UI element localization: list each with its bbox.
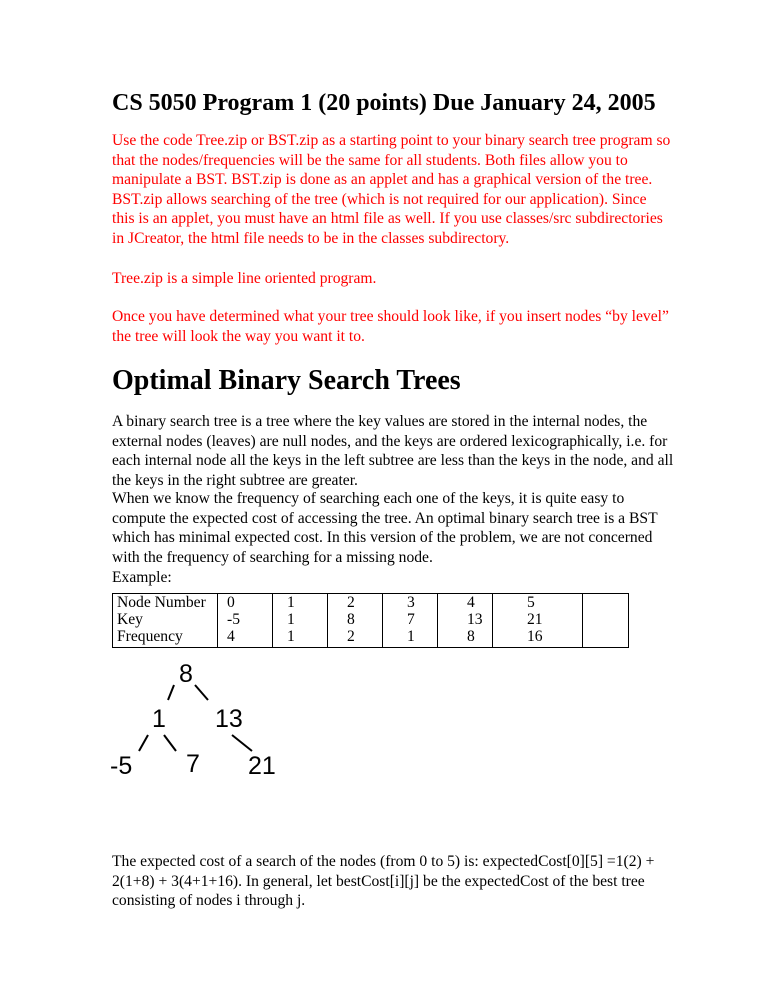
table-divider	[492, 593, 493, 648]
table-row	[112, 594, 572, 611]
text-line: The expected cost of a search of the nodes (from 0 to 5) is: expectedCost[0][5] =1(2) +	[112, 853, 655, 870]
text-line: Use the code Tree.zip or BST.zip as a starting point to your binary search tree program so	[112, 132, 671, 149]
body-paragraph-3	[112, 852, 672, 911]
row-label: Node Number	[117, 594, 206, 611]
tree-edge	[139, 735, 148, 751]
text-line: A binary search tree is a tree where the key values are stored in the internal nodes, the	[112, 413, 648, 430]
tree-edge	[195, 685, 208, 700]
table-cell: 8	[347, 611, 355, 628]
instructions-paragraph-2	[112, 269, 672, 289]
table-row	[112, 628, 572, 645]
table-row	[112, 611, 572, 628]
text-line: BST.zip allows searching of the tree (which is not required for our application). Since	[112, 190, 647, 208]
tree-edge	[168, 685, 174, 700]
text-line: each internal node all the keys in the left subtree are less than the keys in the node, and all	[112, 452, 674, 470]
instructions-paragraph-3	[112, 307, 672, 346]
table-cell: 16	[527, 628, 543, 645]
tree-node-right: 13	[215, 705, 243, 733]
table-cell: 7	[407, 611, 415, 628]
table-divider	[382, 593, 383, 648]
table-cell: 13	[467, 611, 483, 628]
table-divider	[217, 593, 218, 648]
tree-node-left-right: 7	[186, 750, 200, 778]
instructions-paragraph-1	[112, 131, 672, 249]
text-line: the tree will look the way you want it to.	[112, 327, 365, 345]
body-paragraph-1	[112, 412, 672, 490]
body-paragraph-2	[112, 489, 672, 567]
text-line: compute the expected cost of accessing the tree. An optimal binary search tree is a BST	[112, 509, 658, 527]
tree-node-right-right: 21	[248, 752, 276, 780]
tree-edge	[232, 735, 252, 751]
table-cell: 2	[347, 628, 355, 645]
text-line: the keys in the right subtree are greater.	[112, 471, 358, 489]
tree-edge	[164, 735, 176, 751]
table-divider	[437, 593, 438, 648]
table-cell: 1	[287, 628, 295, 645]
table-cell: 1	[407, 628, 415, 645]
text-line: consisting of nodes i through j.	[112, 892, 306, 910]
table-cell: 2	[347, 594, 355, 611]
text-line: which has minimal expected cost. In this version of the problem, we are not concerned	[112, 529, 653, 547]
example-label	[112, 568, 672, 588]
tree-node-left-left: -5	[110, 752, 133, 780]
table-divider	[582, 593, 583, 648]
table-cell: 4	[467, 594, 475, 611]
frequency-table	[112, 594, 572, 645]
table-cell: 5	[527, 594, 535, 611]
binary-tree-figure	[108, 655, 298, 785]
table-cell: 3	[407, 594, 415, 611]
tree-node-root: 8	[179, 660, 193, 688]
text-line: in JCreator, the html file needs to be in the classes subdirectory.	[112, 229, 510, 247]
row-label: Key	[117, 611, 143, 628]
tree-node-left: 1	[152, 705, 166, 733]
text-line: 2(1+8) + 3(4+1+16). In general, let bestCost[i][j] be the expectedCost of the best tree	[112, 872, 645, 890]
table-cell: 1	[287, 594, 295, 611]
text-line: this is an applet, you must have an html file as well. If you use classes/src subdirectories	[112, 210, 663, 228]
table-divider	[327, 593, 328, 648]
table-cell: 21	[527, 611, 543, 628]
text-line: with the frequency of searching for a missing node.	[112, 548, 433, 566]
text-line: that the nodes/frequencies will be the same for all students. Both files allow you to	[112, 151, 628, 169]
table-cell: 1	[287, 611, 295, 628]
table-cell: -5	[227, 611, 240, 628]
text-line: manipulate a BST. BST.zip is done as an applet and has a graphical version of the tree.	[112, 171, 653, 189]
table-cell: 4	[227, 628, 235, 645]
table-divider	[272, 593, 273, 648]
text-line: When we know the frequency of searching each one of the keys, it is quite easy to	[112, 490, 625, 507]
text-line: external nodes (leaves) are null nodes, and the keys are ordered lexicographically, i.e. for	[112, 432, 668, 450]
text-line: Tree.zip is a simple line oriented program.	[112, 270, 377, 287]
table-cell: 8	[467, 628, 475, 645]
table-cell: 0	[227, 594, 235, 611]
text-line: Example:	[112, 569, 172, 586]
assignment-title: CS 5050 Program 1 (20 points) Due January 24, 2005	[112, 90, 656, 116]
section-heading: Optimal Binary Search Trees	[112, 365, 461, 396]
row-label: Frequency	[117, 628, 183, 645]
text-line: Once you have determined what your tree should look like, if you insert nodes “by level”	[112, 308, 669, 325]
